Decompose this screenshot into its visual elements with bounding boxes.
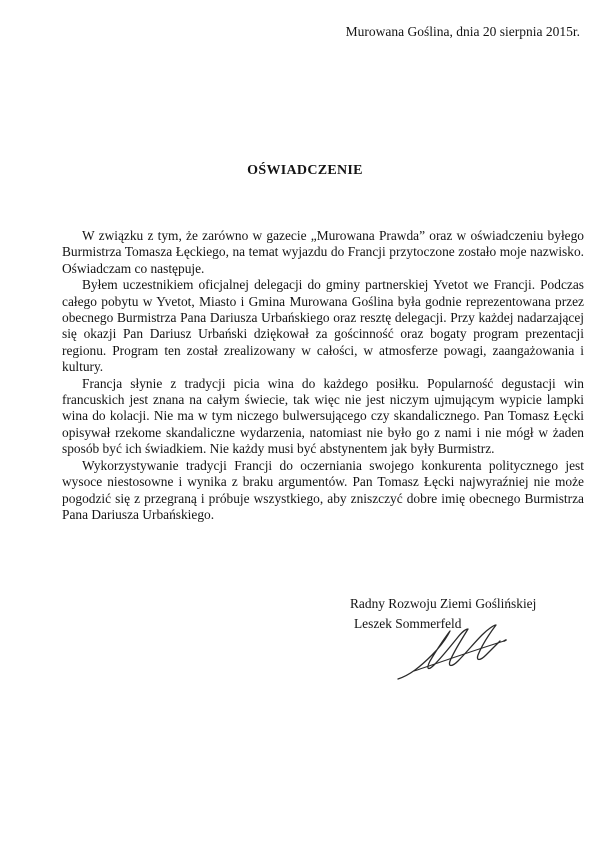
signature-dot — [504, 640, 506, 641]
paragraph-3: Francja słynie z tradycji picia wina do każdego posiłku. Popularność degustacji win francuskich jest znana na całym świecie, tak więc nie jest niczym ujmującym wypicie lampki wina do kolacji. Nie ma w tym niczego bulwersującego czy skandalicznego. Pan Tomasz Łęcki opisywał rzekome skandaliczne wydarzenia, natomiast nie było go z nami i nie mógł w żaden sposób być ich świadkiem. Nie każdy musi być abstynentem jak były Burmistrz. — [62, 375, 584, 457]
document-title: OŚWIADCZENIE — [247, 163, 363, 178]
document-body — [62, 228, 584, 523]
signatory-title: Radny Rozwoju Ziemi Goślińskiej — [350, 596, 537, 611]
signatory-name: Leszek Sommerfeld — [354, 616, 462, 631]
paragraph-1: W związku z tym, że zarówno w gazecie „Murowana Prawda” oraz w oświadczeniu byłego Burmistrza Tomasza Łęckiego, na temat wyjazdu do Francji przytoczone zostało moje nazwisko. Oświadczam co następuje. — [62, 228, 584, 276]
paragraph-4: Wykorzystywanie tradycji Francji do oczerniania swojego konkurenta politycznego jest wysoce niestosowne i wynika z braku argumentów. Pan Tomasz Łęcki najwyraźniej nie może pogodzić się z przegraną i próbuje wszystkiego, aby zniszczyć dobre imię obecnego Burmistrza Pana Dariusza Urbańskiego. — [62, 457, 584, 522]
place-date: Murowana Goślina, dnia 20 sierpnia 2015r. — [345, 24, 580, 39]
handwritten-signature — [392, 617, 532, 689]
signature-underline — [414, 641, 504, 671]
signature-stroke — [398, 625, 500, 679]
paragraph-2: Byłem uczestnikiem oficjalnej delegacji do gminy partnerskiej Yvetot we Francji. Podczas całego pobytu w Yvetot, Miasto i Gmina Murowana Goślina była godnie reprezentowana przez obecnego Burmistrza Pana Dariusza Urbańskiego oraz resztę delegacji. Przy każdej nadarzającej się okazji Pan Dariusz Urbański dziękował za gościnność oraz bogaty program prezentacji regionu. Program ten został zrealizowany w całości, w atmosferze powagi, zaangażowania i kultury. — [62, 277, 584, 375]
